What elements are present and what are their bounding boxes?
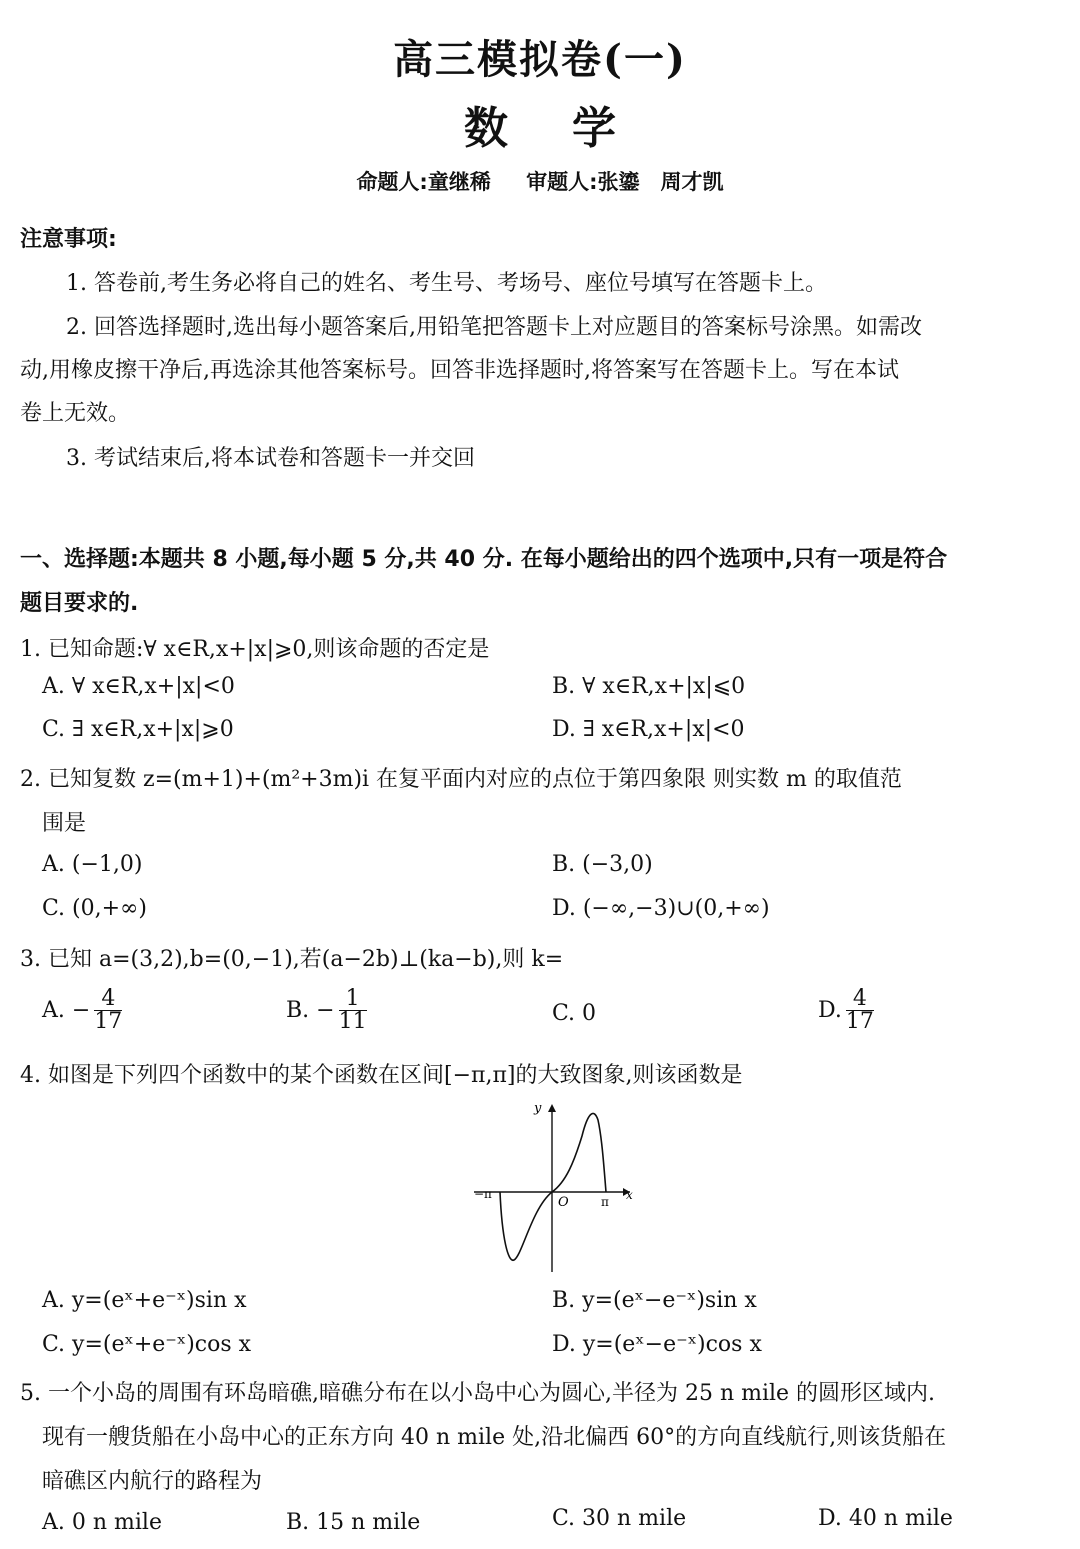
notice-item-2-line-1: 2. 回答选择题时,选出每小题答案后,用铅笔把答题卡上对应题目的答案标号涂黑。如需改	[66, 315, 922, 340]
q1-option-d: D. ∃ x∈R,x+|x|<0	[552, 717, 745, 742]
pi-label: π	[601, 1195, 609, 1209]
setter: 命题人:童继稀	[356, 170, 491, 194]
y-axis-arrow	[548, 1104, 556, 1112]
q2-option-d: D. (−∞,−3)∪(0,+∞)	[552, 896, 770, 921]
q3-option-b-numerator: 1	[339, 988, 367, 1011]
q3-option-a	[42, 988, 122, 1033]
q2-option-c: C. (0,+∞)	[42, 896, 147, 921]
neg-pi-label: −π	[474, 1187, 492, 1201]
q3-option-a-label: A. −	[42, 998, 91, 1023]
q2-option-a: A. (−1,0)	[42, 852, 143, 877]
q3-option-a-denominator: 17	[94, 1009, 123, 1034]
notice-title: 注意事项:	[20, 227, 117, 252]
q4-option-a: A. y=(eˣ+e⁻ˣ)sin x	[42, 1288, 247, 1313]
notice-item-3: 3. 考试结束后,将本试卷和答题卡一并交回	[66, 446, 475, 471]
q2-option-b: B. (−3,0)	[552, 852, 653, 877]
section-heading-line-1: 一、选择题:本题共 8 小题,每小题 5 分,共 40 分. 在每小题给出的四个选项中,只有一项是符合	[20, 547, 948, 572]
q2-stem-line-2: 围是	[42, 811, 87, 836]
q3-option-b-fraction	[339, 988, 367, 1033]
q3-option-d-denominator: 17	[845, 1009, 874, 1034]
notice-item-1: 1. 答卷前,考生务必将自己的姓名、考生号、考场号、座位号填写在答题卡上。	[66, 271, 827, 296]
q3-stem: 3. 已知 a=(3,2),b=(0,−1),若(a−2b)⊥(ka−b),则 k=	[20, 947, 564, 972]
q1-option-a: A. ∀ x∈R,x+|x|<0	[42, 674, 235, 699]
q4-option-b: B. y=(eˣ−e⁻ˣ)sin x	[552, 1288, 757, 1313]
section-heading-line-2: 题目要求的.	[20, 591, 139, 616]
q3-option-d-fraction	[846, 988, 874, 1033]
x-axis-label: x	[626, 1188, 633, 1202]
origin-label: O	[558, 1195, 569, 1210]
q3-option-b-label: B. −	[286, 998, 335, 1023]
q3-option-a-fraction	[94, 988, 122, 1033]
notice-item-2-line-3: 卷上无效。	[20, 401, 131, 426]
q5-stem-line-3: 暗礁区内航行的路程为	[42, 1469, 263, 1494]
q5-stem-line-2: 现有一艘货船在小岛中心的正东方向 40 n mile 处,沿北偏西 60°的方向直线航行,则该货船在	[42, 1425, 947, 1450]
q3-option-d-numerator: 4	[846, 988, 874, 1011]
subject-title: 数学	[464, 103, 680, 154]
notice-item-2-line-2: 动,用橡皮擦干净后,再选涂其他答案标号。回答非选择题时,将答案写在答题卡上。写在本试	[20, 358, 899, 383]
q3-option-a-numerator: 4	[94, 988, 122, 1011]
q3-option-d	[818, 988, 874, 1033]
q5-option-b: B. 15 n mile	[286, 1510, 421, 1535]
q5-stem-line-1: 5. 一个小岛的周围有环岛暗礁,暗礁分布在以小岛中心为圆心,半径为 25 n mile 的圆形区域内.	[20, 1381, 936, 1406]
q1-option-c: C. ∃ x∈R,x+|x|⩾0	[42, 717, 234, 742]
q4-option-d: D. y=(eˣ−e⁻ˣ)cos x	[552, 1332, 762, 1357]
q4-option-c: C. y=(eˣ+e⁻ˣ)cos x	[42, 1332, 252, 1357]
q3-option-d-label: D.	[818, 998, 842, 1023]
q3-option-b	[286, 988, 367, 1033]
q2-stem-line-1: 2. 已知复数 z=(m+1)+(m²+3m)i 在复平面内对应的点位于第四象限 则实数 m 的取值范	[20, 767, 902, 792]
q5-option-c: C. 30 n mile	[552, 1506, 687, 1531]
exam-title: 高三模拟卷(一)	[393, 36, 687, 83]
q1-option-b: B. ∀ x∈R,x+|x|⩽0	[552, 674, 746, 699]
q4-function-graph	[470, 1098, 640, 1276]
reviewer: 审题人:张鎏 周才凯	[526, 170, 724, 194]
q3-option-c: C. 0	[552, 1001, 597, 1026]
function-curve	[500, 1113, 606, 1260]
y-axis-label: y	[534, 1101, 542, 1116]
q4-stem: 4. 如图是下列四个函数中的某个函数在区间[−π,π]的大致图象,则该函数是	[20, 1063, 743, 1088]
q5-option-d: D. 40 n mile	[818, 1506, 953, 1531]
q3-option-b-denominator: 11	[338, 1009, 367, 1034]
q1-stem: 1. 已知命题:∀ x∈R,x+|x|⩾0,则该命题的否定是	[20, 637, 490, 662]
q5-option-a: A. 0 n mile	[42, 1510, 162, 1535]
author-line	[0, 166, 1080, 196]
